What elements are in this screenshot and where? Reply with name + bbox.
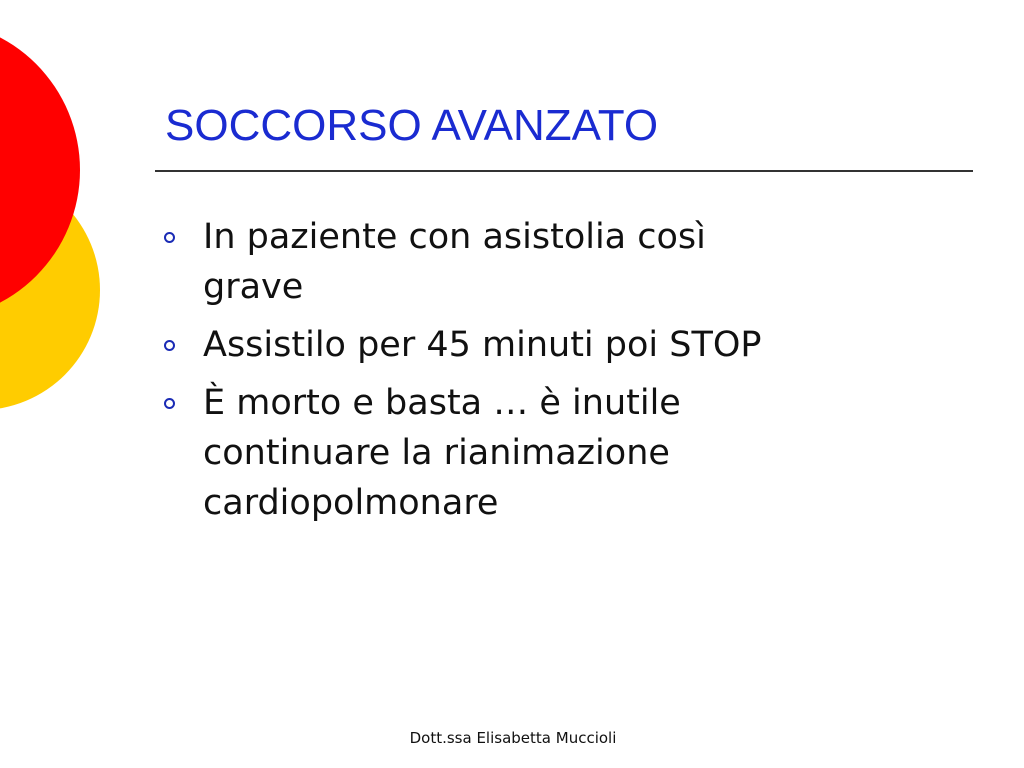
bullet-text: Assistilo per 45 minuti poi STOP [203,325,762,365]
bullet-icon [163,320,203,370]
slide-title: SOCCORSO AVANZATO [165,101,659,150]
bullet-text: È morto e basta … è inutile continuare la rianimazione cardiopolmonare [203,383,681,523]
bullet-icon [163,212,203,262]
bullet-text: In paziente con asistolia così grave [203,217,706,307]
bullet-item [163,378,983,528]
bullet-item [163,320,983,370]
title-divider [155,170,973,172]
bullet-icon [163,378,203,428]
bullet-list [163,212,983,536]
bullet-item [163,212,983,312]
slide-footer: Dott.ssa Elisabetta Muccioli [409,729,617,747]
